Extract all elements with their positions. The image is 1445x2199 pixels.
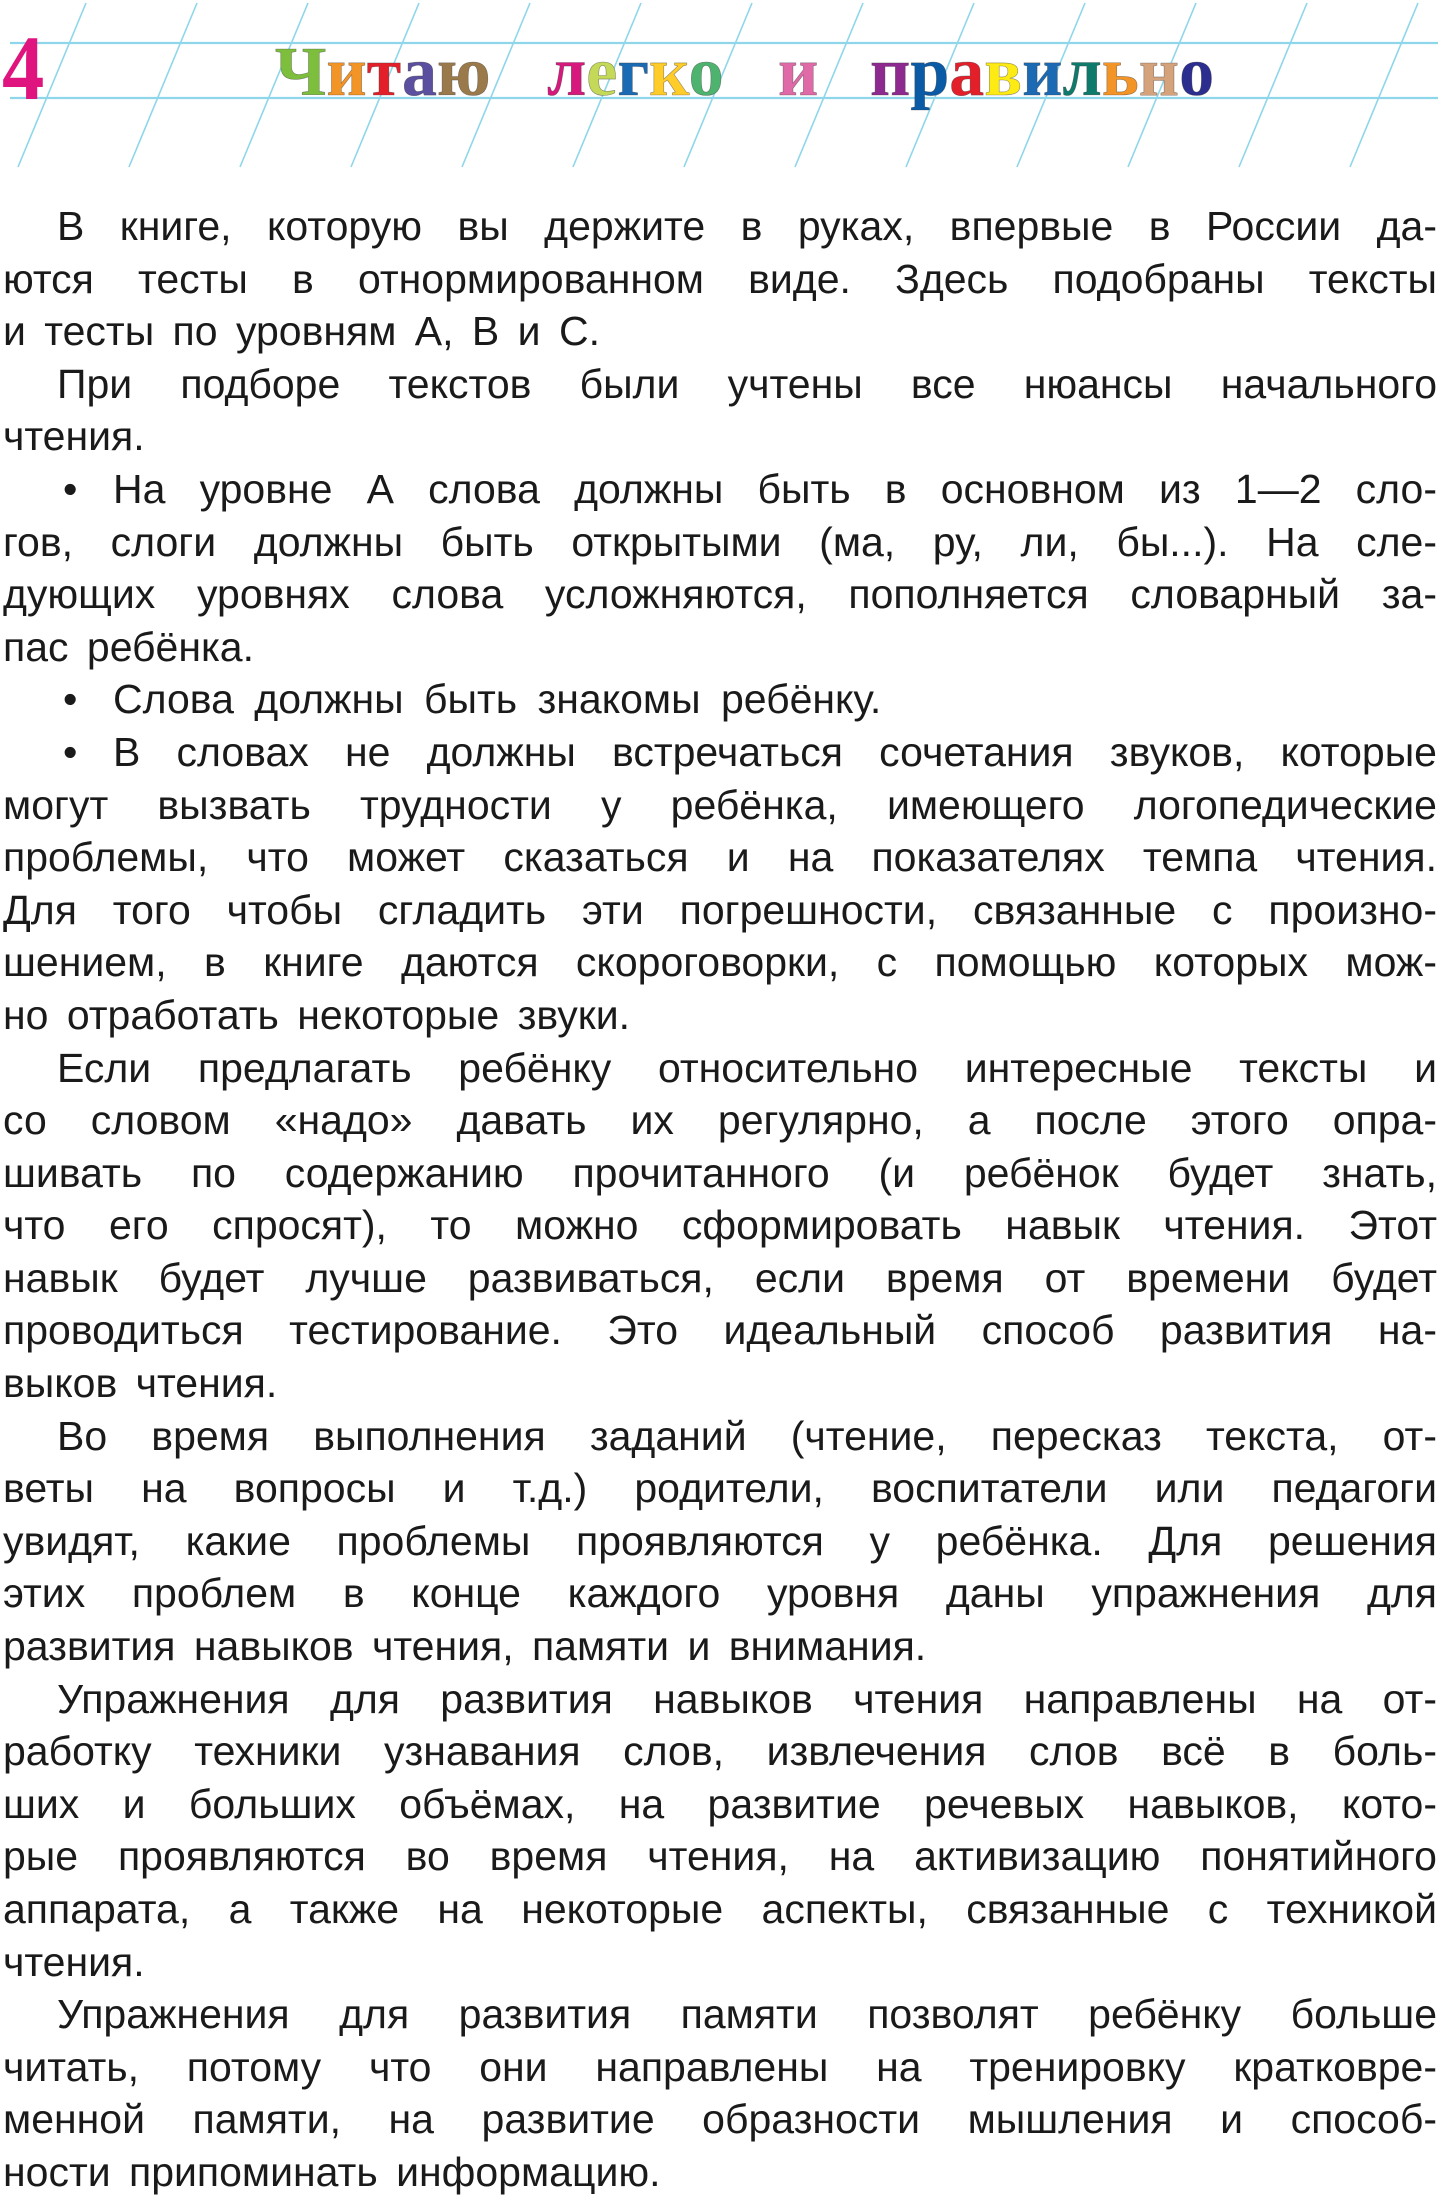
line-text: ются тесты в отнормированном виде. Здесь подобраны тексты xyxy=(3,255,1437,302)
line-text: выков чтения. xyxy=(3,1360,278,1407)
text-line xyxy=(3,2093,1437,2146)
text-line xyxy=(3,1357,1437,1410)
line-text: Упражнения для развития навыков чтения направлены на от- xyxy=(57,1675,1437,1722)
line-text: навык будет лучше развиваться, если время от времени будет xyxy=(3,1254,1437,1301)
text-line xyxy=(3,1673,1437,1726)
text-line xyxy=(3,1778,1437,1831)
line-text: Если предлагать ребёнку относительно интересные тексты и xyxy=(57,1044,1437,1091)
line-text: пас ребёнка. xyxy=(3,623,254,670)
title-letter: и xyxy=(778,34,819,111)
line-text: проблемы, что может сказаться и на показателях темпа чтения. xyxy=(3,834,1437,881)
text-line xyxy=(3,1199,1437,1252)
text-line xyxy=(3,463,1437,516)
title-letter: л xyxy=(547,34,587,111)
line-text: работку техники узнавания слов, извлечения слов всё в боль- xyxy=(3,1728,1437,1775)
title-word xyxy=(778,28,818,118)
title-word xyxy=(547,28,724,118)
line-text: со словом «надо» давать их регулярно, а после этого опра- xyxy=(3,1097,1437,1144)
title-letter: т xyxy=(366,34,402,111)
title-letter: е xyxy=(586,34,618,111)
text-line xyxy=(3,1094,1437,1147)
text-line xyxy=(3,1410,1437,1463)
title-letter: г xyxy=(617,34,650,111)
title-letter: о xyxy=(688,34,724,111)
line-text: чтения. xyxy=(3,413,145,460)
line-text: В словах не должны встречаться сочетания звуков, которые xyxy=(113,728,1437,775)
line-text: На уровне А слова должны быть в основном из 1—2 сло- xyxy=(113,465,1437,512)
line-text: этих проблем в конце каждого уровня даны упражнения для xyxy=(3,1570,1437,1617)
text-line xyxy=(3,1304,1437,1357)
line-text: Слова должны быть знакомы ребёнку. xyxy=(113,676,882,723)
title-letter: Ч xyxy=(275,34,327,111)
line-text: читать, потому что они направлены на тренировку кратковре- xyxy=(3,2043,1437,2090)
title-letter: ю xyxy=(436,34,491,111)
title-letter: о xyxy=(1179,34,1215,111)
title-letter: и xyxy=(1022,34,1063,111)
line-text: Для того чтобы сгладить эти погрешности, связанные с произно- xyxy=(3,886,1437,933)
text-line xyxy=(3,1515,1437,1568)
line-text: При подборе текстов были учтены все нюансы начального xyxy=(57,360,1437,407)
line-text: В книге, которую вы держите в руках, впервые в России да- xyxy=(57,203,1437,249)
text-line xyxy=(3,1042,1437,1095)
line-text: аппарата, а также на некоторые аспекты, связанные с техникой xyxy=(3,1886,1437,1932)
text-line xyxy=(3,1988,1437,2041)
text-line xyxy=(3,305,1437,358)
text-line xyxy=(3,1830,1437,1883)
text-line xyxy=(3,1936,1437,1989)
text-line xyxy=(3,516,1437,569)
text-line xyxy=(3,410,1437,463)
text-line xyxy=(3,673,1437,726)
title-word xyxy=(870,28,1214,118)
line-text: развития навыков чтения, памяти и внимания. xyxy=(3,1623,927,1670)
line-text: гов, слоги должны быть открытыми (ма, ру, ли, бы...). На сле- xyxy=(3,518,1437,565)
text-line xyxy=(3,568,1437,621)
line-text: менной памяти, на развитие образности мышления и способ- xyxy=(3,2096,1437,2143)
line-text: увидят, какие проблемы проявляются у ребёнка. Для решения xyxy=(3,1517,1437,1564)
text-line xyxy=(3,884,1437,937)
title-letter: к xyxy=(649,34,689,111)
title-letter: л xyxy=(1062,34,1102,111)
line-text: дующих уровнях слова усложняются, пополняется словарный за- xyxy=(3,571,1437,618)
line-text: веты на вопросы и т.д.) родители, воспитатели или педагоги xyxy=(3,1465,1437,1512)
title-letter: н xyxy=(1138,34,1180,111)
line-text: но отработать некоторые звуки. xyxy=(3,991,630,1038)
text-line xyxy=(3,1725,1437,1778)
line-text: чтения. xyxy=(3,1938,145,1985)
title-letter: ь xyxy=(1101,34,1139,111)
text-line xyxy=(3,621,1437,674)
text-line xyxy=(3,1883,1437,1936)
title-word xyxy=(275,28,490,118)
line-text: рые проявляются во время чтения, на активизацию понятийного xyxy=(3,1833,1437,1880)
line-text: Во время выполнения заданий (чтение, пересказ текста, от- xyxy=(57,1412,1437,1459)
line-text: проводиться тестирование. Это идеальный способ развития на- xyxy=(3,1307,1437,1354)
title-letter: а xyxy=(949,34,985,111)
text-line xyxy=(3,1147,1437,1200)
title-letter: р xyxy=(910,34,950,111)
text-line xyxy=(3,989,1437,1042)
line-text: ших и больших объёмах, на развитие речевых навыков, кото- xyxy=(3,1780,1437,1827)
text-line xyxy=(3,831,1437,884)
line-text: и тесты по уровням А, В и С. xyxy=(3,308,600,355)
text-line xyxy=(3,1252,1437,1305)
text-line xyxy=(3,358,1437,411)
text-line xyxy=(3,726,1437,779)
bullet-icon: • xyxy=(63,728,78,775)
page-header xyxy=(0,0,1445,175)
text-line xyxy=(3,200,1437,253)
line-text: шивать по содержанию прочитанного (и ребёнок будет знать, xyxy=(3,1149,1437,1196)
line-text: могут вызвать трудности у ребёнка, имеющего логопедические xyxy=(3,781,1437,828)
text-line xyxy=(3,253,1437,306)
title-letter: п xyxy=(870,34,911,111)
text-line xyxy=(3,779,1437,832)
page-number: 4 xyxy=(2,17,45,119)
text-line xyxy=(3,2041,1437,2094)
line-text: что его спросят), то можно сформировать навык чтения. Этот xyxy=(3,1202,1437,1249)
text-line xyxy=(3,1462,1437,1515)
line-text: Упражнения для развития памяти позволят ребёнку больше xyxy=(57,1991,1437,2038)
bullet-icon: • xyxy=(63,676,78,723)
line-text: шением, в книге даются скороговорки, с помощью которых мож- xyxy=(3,939,1437,986)
text-line xyxy=(3,1620,1437,1673)
title-letter: и xyxy=(326,34,367,111)
text-line xyxy=(3,2146,1437,2199)
title-letter: в xyxy=(984,34,1023,111)
bullet-icon: • xyxy=(63,465,78,512)
line-text: ности припоминать информацию. xyxy=(3,2148,661,2195)
body-text xyxy=(3,200,1437,2199)
text-line xyxy=(3,936,1437,989)
text-line xyxy=(3,1567,1437,1620)
title-letter: а xyxy=(401,34,437,111)
